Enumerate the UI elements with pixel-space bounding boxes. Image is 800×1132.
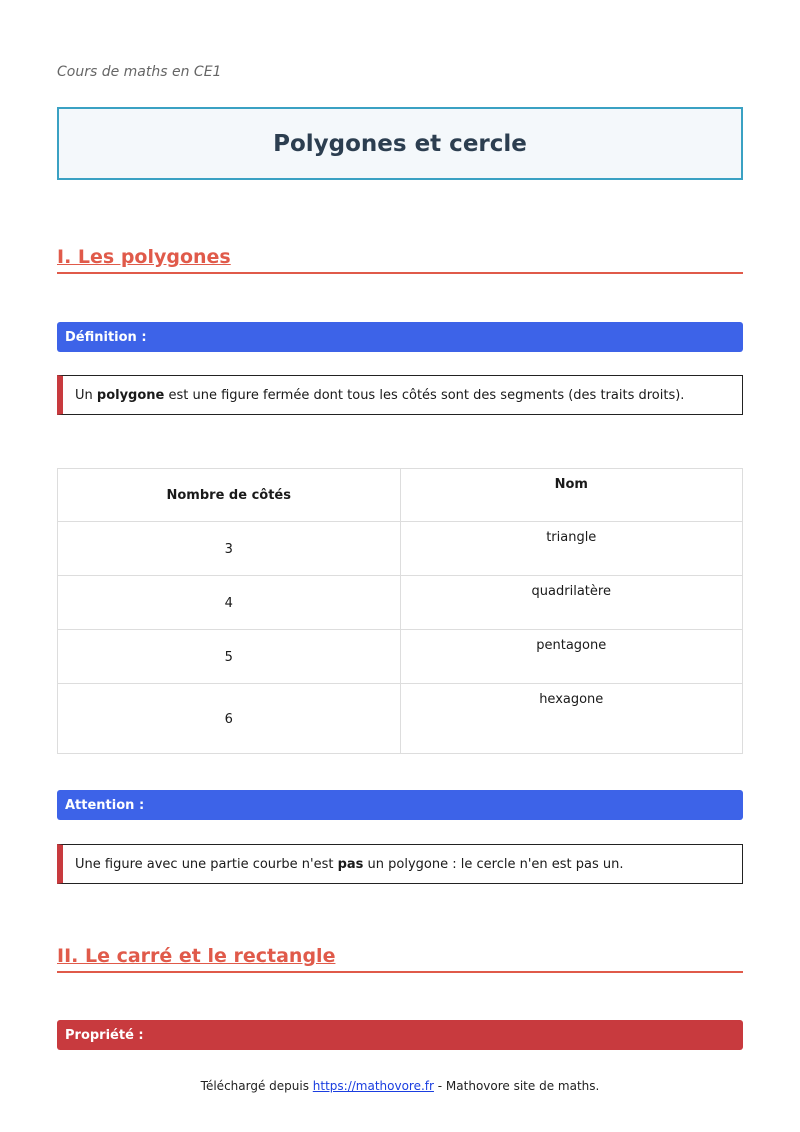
property-bar: [57, 1020, 743, 1050]
cell-sides: 6: [58, 684, 401, 754]
cell-name: triangle: [400, 522, 743, 576]
definition-bar: [57, 322, 743, 352]
table-row: [58, 522, 743, 576]
attention-label: Attention :: [65, 797, 145, 813]
header-sides: Nombre de côtés: [58, 469, 401, 522]
table-row: [58, 576, 743, 630]
table-row: [58, 684, 743, 754]
cell-sides: 3: [58, 522, 401, 576]
attention-box: [57, 844, 743, 884]
section-title-polygones: I. Les polygones: [57, 246, 743, 274]
definition-text: Un polygone est une figure fermée dont tous les côtés sont des segments (des traits droits).: [75, 387, 685, 403]
attention-keyword: pas: [337, 856, 364, 872]
footer: Téléchargé depuis https://mathovore.fr - Mathovore site de maths.: [200, 1079, 600, 1093]
section-title-carre-rectangle: II. Le carré et le rectangle: [57, 945, 743, 973]
footer-link[interactable]: https://mathovore.fr: [312, 1079, 434, 1093]
header-name: Nom: [400, 469, 743, 522]
definition-label: Définition :: [65, 329, 147, 345]
polygon-table: [57, 468, 743, 754]
property-label: Propriété :: [65, 1027, 144, 1043]
cell-sides: 5: [58, 630, 401, 684]
title-box: [57, 107, 743, 180]
table-row: [58, 630, 743, 684]
table-header-row: [58, 469, 743, 522]
cell-name: hexagone: [400, 684, 743, 754]
cell-name: pentagone: [400, 630, 743, 684]
page-title: Polygones et cercle: [273, 130, 527, 157]
definition-keyword: polygone: [96, 387, 165, 403]
attention-text: Une figure avec une partie courbe n'est pas un polygone : le cercle n'en est pas un.: [75, 856, 624, 872]
attention-bar: [57, 790, 743, 820]
definition-box: [57, 375, 743, 415]
course-label: Cours de maths en CE1: [57, 64, 222, 80]
cell-sides: 4: [58, 576, 401, 630]
cell-name: quadrilatère: [400, 576, 743, 630]
